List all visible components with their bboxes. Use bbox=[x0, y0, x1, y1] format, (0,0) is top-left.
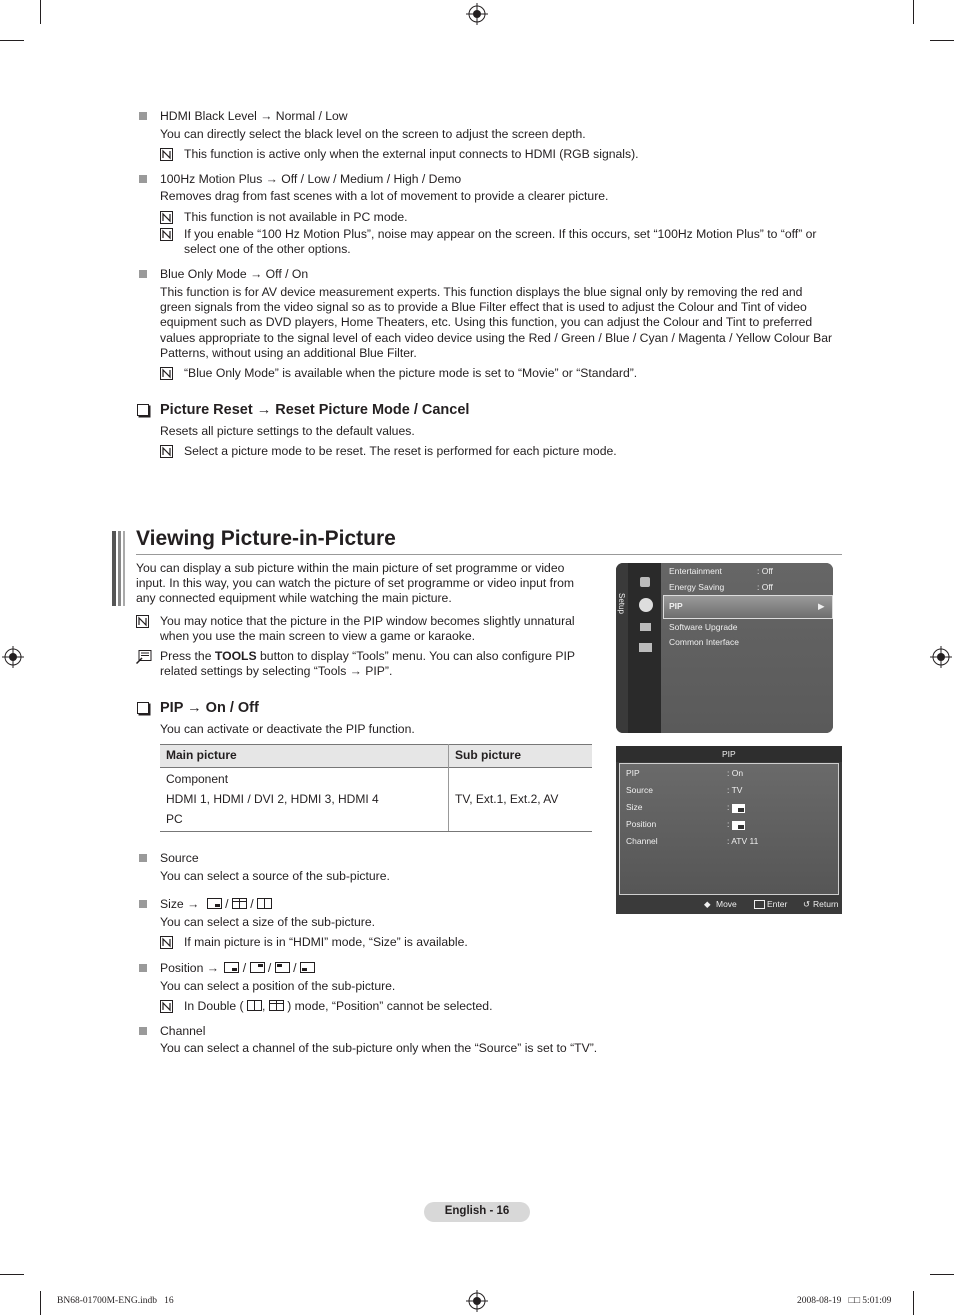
position-desc: You can select a position of the sub-picture. bbox=[160, 979, 396, 993]
picture-menu-icon bbox=[640, 577, 650, 587]
size-title-row: Size → / / bbox=[160, 897, 272, 912]
position-bottom-left-icon bbox=[300, 962, 315, 973]
table-cell-main: PC bbox=[166, 812, 183, 826]
registration-mark-icon bbox=[466, 3, 488, 25]
registration-mark-icon bbox=[466, 1290, 488, 1312]
section-title: Viewing Picture-in-Picture bbox=[136, 527, 396, 550]
menu-item-common-interface[interactable]: Common Interface bbox=[669, 637, 739, 647]
intro-line: You can display a sub picture within the main picture of set programme or video bbox=[136, 561, 565, 575]
input-menu-icon bbox=[640, 623, 651, 631]
note-icon bbox=[160, 445, 173, 458]
pip-heading: PIP → On / Off bbox=[160, 700, 259, 716]
menu-value-entertainment: : Off bbox=[757, 566, 773, 576]
blue-title: Blue Only Mode → Off / On bbox=[160, 267, 309, 281]
return-icon: ↺ bbox=[803, 899, 811, 909]
pip-row-label[interactable]: Channel bbox=[626, 836, 658, 846]
bullet-icon bbox=[139, 270, 147, 278]
bullet-icon bbox=[139, 964, 147, 972]
registration-mark-icon bbox=[930, 646, 952, 668]
move-arrows-icon: ◆ bbox=[704, 899, 711, 909]
channel-desc: You can select a channel of the sub-picture only when the “Source” is set to “TV”. bbox=[160, 1041, 598, 1055]
bullet-icon bbox=[139, 112, 147, 120]
blue-desc-line: Patterns, without using an additional Blue Filter. bbox=[160, 346, 417, 360]
pip-position-value-icon bbox=[732, 821, 745, 830]
pip-desc: You can activate or deactivate the PIP function. bbox=[160, 722, 415, 736]
pip-row-value: : TV bbox=[727, 785, 743, 795]
motion-desc: Removes drag from fast scenes with a lot of movement to provide a clearer picture. bbox=[160, 189, 609, 203]
hdmi-note: This function is active only when the external input connects to HDMI (RGB signals). bbox=[184, 147, 639, 161]
size-double-split-icon bbox=[257, 898, 272, 909]
table-header-main: Main picture bbox=[166, 748, 237, 762]
menu-arrow-right-icon: ▶ bbox=[818, 601, 825, 611]
blue-desc-line: This function is for AV device measurement experts. This function displays the blue signal only by removing the red and bbox=[160, 285, 803, 299]
double-mode-alt-icon bbox=[269, 1000, 284, 1011]
table-cell-sub: TV, Ext.1, Ext.2, AV bbox=[455, 792, 559, 806]
blue-desc-line: equipment such as DVD players, Home Theaters, etc. Using this function, you can adjust the Colour and Tint to preferred bbox=[160, 315, 813, 329]
position-note: In Double ( , ) mode, “Position” cannot be selected. bbox=[184, 999, 493, 1013]
pip-size-value-icon bbox=[732, 804, 745, 813]
menu-item-entertainment[interactable]: Entertainment bbox=[669, 566, 722, 576]
pip-row-value: : bbox=[727, 802, 730, 812]
bullet-icon bbox=[139, 1027, 147, 1035]
motion-note2-line1: If you enable “100 Hz Motion Plus”, noise may appear on the screen. If this occurs, set “100Hz Motion Plus” to “off” or bbox=[184, 227, 817, 241]
note-icon bbox=[160, 936, 173, 949]
note-icon bbox=[160, 148, 173, 161]
bullet-icon bbox=[139, 175, 147, 183]
note-icon bbox=[160, 1000, 173, 1013]
motion-title: 100Hz Motion Plus → Off / Low / Medium / High / Demo bbox=[160, 172, 462, 186]
support-menu-icon bbox=[639, 643, 652, 652]
table-header-sub: Sub picture bbox=[455, 748, 522, 762]
blue-desc-line: values appropriate to the signal level of each video device using the Red / Green / Blue / Cyan / Magenta / Yellow Colour Bar bbox=[160, 331, 833, 345]
setup-side-label: Setup bbox=[617, 593, 626, 614]
intro-line: input. In this way, you can watch the picture of set programme or video input from bbox=[136, 576, 575, 590]
channel-title: Channel bbox=[160, 1024, 206, 1038]
size-double-icon bbox=[232, 898, 247, 909]
registration-mark-icon bbox=[2, 646, 24, 668]
double-mode-icon bbox=[247, 1000, 262, 1011]
pip-footer-move: Move bbox=[716, 899, 737, 909]
pip-menu-title: PIP bbox=[722, 749, 736, 759]
note-icon bbox=[136, 615, 149, 628]
position-top-right-icon bbox=[250, 962, 265, 973]
reset-heading: Picture Reset → Reset Picture Mode / Cancel bbox=[160, 402, 470, 418]
position-title-row: Position → / / / bbox=[160, 961, 315, 976]
source-title: Source bbox=[160, 851, 199, 865]
setup-menu-screen bbox=[616, 563, 833, 733]
position-top-left-icon bbox=[275, 962, 290, 973]
pip-note-line: You may notice that the picture in the PIP window becomes slightly unnatural bbox=[160, 614, 575, 628]
size-small-icon bbox=[207, 898, 222, 909]
menu-value-energy-saving: : Off bbox=[757, 582, 773, 592]
checkbox-bullet-icon bbox=[137, 404, 149, 416]
pip-row-label[interactable]: Size bbox=[626, 802, 643, 812]
pip-note-line: when you use the main screen to view a game or karaoke. bbox=[160, 629, 476, 643]
page-number: English - 16 bbox=[444, 1205, 510, 1217]
table-cell-main: Component bbox=[166, 772, 229, 786]
tools-remote-icon bbox=[136, 650, 152, 664]
pip-footer-return: Return bbox=[813, 899, 839, 909]
pip-source-table bbox=[160, 744, 592, 832]
bullet-icon bbox=[139, 900, 147, 908]
tools-line1: Press the TOOLS button to display “Tools” menu. You can also configure PIP bbox=[160, 649, 576, 663]
table-cell-main: HDMI 1, HDMI / DVI 2, HDMI 3, HDMI 4 bbox=[166, 792, 379, 806]
checkbox-bullet-icon bbox=[137, 702, 149, 714]
motion-note1: This function is not available in PC mode. bbox=[184, 210, 408, 224]
section-rule bbox=[136, 554, 842, 555]
file-name: BN68-01700M-ENG.indb 16 bbox=[57, 1296, 174, 1306]
pip-row-value: : On bbox=[727, 768, 744, 778]
pip-footer-enter: Enter bbox=[767, 899, 788, 909]
blue-desc-line: green signals from the video signal so as to provide a Blue Filter effect that is used to adjust the Colour and Tint of video bbox=[160, 300, 807, 314]
pip-row-label[interactable]: Position bbox=[626, 819, 657, 829]
pip-row-value: : ATV 11 bbox=[727, 836, 759, 846]
pip-menu-screen bbox=[616, 746, 842, 914]
tools-line2: related settings by selecting “Tools → PIP”. bbox=[160, 664, 393, 678]
menu-item-energy-saving[interactable]: Energy Saving bbox=[669, 582, 725, 592]
source-desc: You can select a source of the sub-picture. bbox=[160, 869, 390, 883]
print-date: 2008-08-19 □□ 5:01:09 bbox=[797, 1296, 892, 1306]
pip-row-label[interactable]: PIP bbox=[626, 768, 640, 778]
position-bottom-right-icon bbox=[224, 962, 239, 973]
note-icon bbox=[160, 367, 173, 380]
size-desc: You can select a size of the sub-picture. bbox=[160, 915, 375, 929]
bullet-icon bbox=[139, 854, 147, 862]
intro-line: any connected equipment while watching the main picture. bbox=[136, 591, 452, 605]
pip-row-label[interactable]: Source bbox=[626, 785, 653, 795]
blue-note: “Blue Only Mode” is available when the picture mode is set to “Movie” or “Standard”. bbox=[184, 366, 638, 380]
size-note: If main picture is in “HDMI” mode, “Size” is available. bbox=[184, 935, 468, 949]
reset-desc: Resets all picture settings to the default values. bbox=[160, 424, 415, 438]
pip-row-value: : bbox=[727, 819, 730, 829]
menu-item-software-upgrade[interactable]: Software Upgrade bbox=[669, 622, 738, 632]
menu-item-pip[interactable]: PIP bbox=[669, 601, 683, 611]
enter-icon bbox=[754, 900, 765, 909]
setup-gear-icon bbox=[639, 598, 653, 612]
hdmi-desc: You can directly select the black level on the screen to adjust the screen depth. bbox=[160, 127, 586, 141]
note-icon bbox=[160, 228, 173, 241]
reset-note: Select a picture mode to be reset. The reset is performed for each picture mode. bbox=[184, 444, 617, 458]
section-marker-bars bbox=[112, 531, 126, 606]
motion-note2-line2: select one of the other options. bbox=[184, 242, 351, 256]
note-icon bbox=[160, 211, 173, 224]
hdmi-title: HDMI Black Level → Normal / Low bbox=[160, 109, 348, 123]
